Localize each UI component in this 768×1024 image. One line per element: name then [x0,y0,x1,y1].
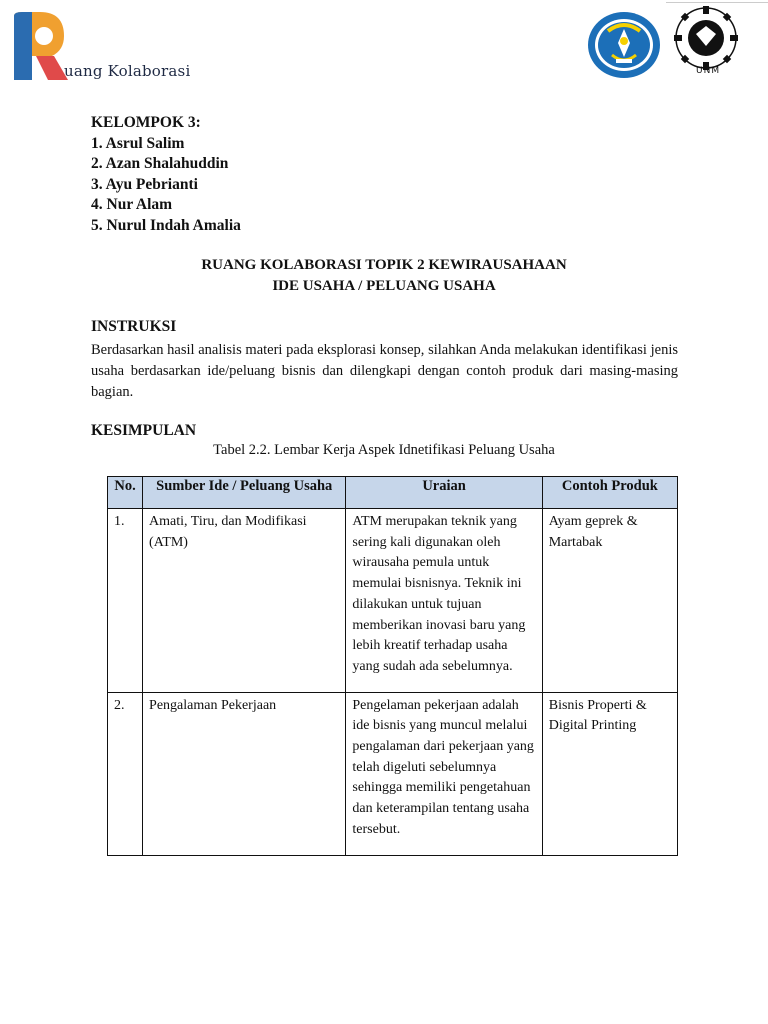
cell-description: ATM merupakan teknik yang sering kali digunakan oleh wirausaha pemula untuk memulai bisnisnya. Teknik ini dilakukan untuk tujuan memberikan inovasi baru yang lebih kreatif terhadap usaha yang sudah ada sebelumnya. [346,509,542,693]
table-row [108,509,678,693]
table-caption: Tabel 2.2. Lembar Kerja Aspek Idnetifikasi Peluang Usaha [213,442,555,458]
group-members [91,113,241,237]
header-example: Contoh Produk [542,477,677,509]
brand-name: uang Kolaborasi [64,62,191,80]
member-item: 3. Ayu Pebrianti [91,175,198,193]
document-title: RUANG KOLABORASI TOPIK 2 KEWIRAUSAHAAN [201,257,567,273]
conclusion-heading: KESIMPULAN [91,422,197,439]
cell-no: 2. [108,692,143,855]
header-description: Uraian [346,477,542,509]
cell-source: Pengalaman Pekerjaan [143,692,346,855]
cell-description: Pengelaman pekerjaan adalah ide bisnis yang muncul melalui pengalaman dari pekerjaan yang telah digeluti sebelumnya sehingga memiliki pengetahuan dan keterampilan tentang usaha tersebut. [346,692,542,855]
cell-example: Ayam geprek & Martabak [542,509,677,693]
member-item: 1. Asrul Salim [91,134,185,152]
ruang-kolaborasi-logo [14,12,194,92]
cell-example: Bisnis Properti & Digital Printing [542,692,677,855]
member-item: 2. Azan Shalahuddin [91,155,229,173]
table-header-row [108,477,678,509]
cell-no: 1. [108,509,143,693]
document-subtitle: IDE USAHA / PELUANG USAHA [272,278,496,294]
header-source: Sumber Ide / Peluang Usaha [143,477,346,509]
table-row [108,692,678,855]
unm-abbr: UNM [696,66,721,76]
member-item: 4. Nur Alam [91,196,173,214]
tut-wuri-handayani-seal-icon [586,11,662,79]
instructions-text: Berdasarkan hasil analisis materi pada eksplorasi konsep, silahkan Anda melakukan identifikasi jenis usaha berdasarkan ide/peluang bisnis dan dilengkapi dengan contoh produk dari masing-masing bagian. [91,342,678,400]
group-heading: KELOMPOK 3: [91,114,201,131]
worksheet-table [107,476,678,856]
unm-seal-icon [666,4,746,80]
cell-source: Amati, Tiru, dan Modifikasi (ATM) [143,509,346,693]
header-rule [666,2,768,3]
instructions-heading: INSTRUKSI [91,318,177,335]
header-no: No. [108,477,143,509]
member-item: 5. Nurul Indah Amalia [91,216,241,234]
